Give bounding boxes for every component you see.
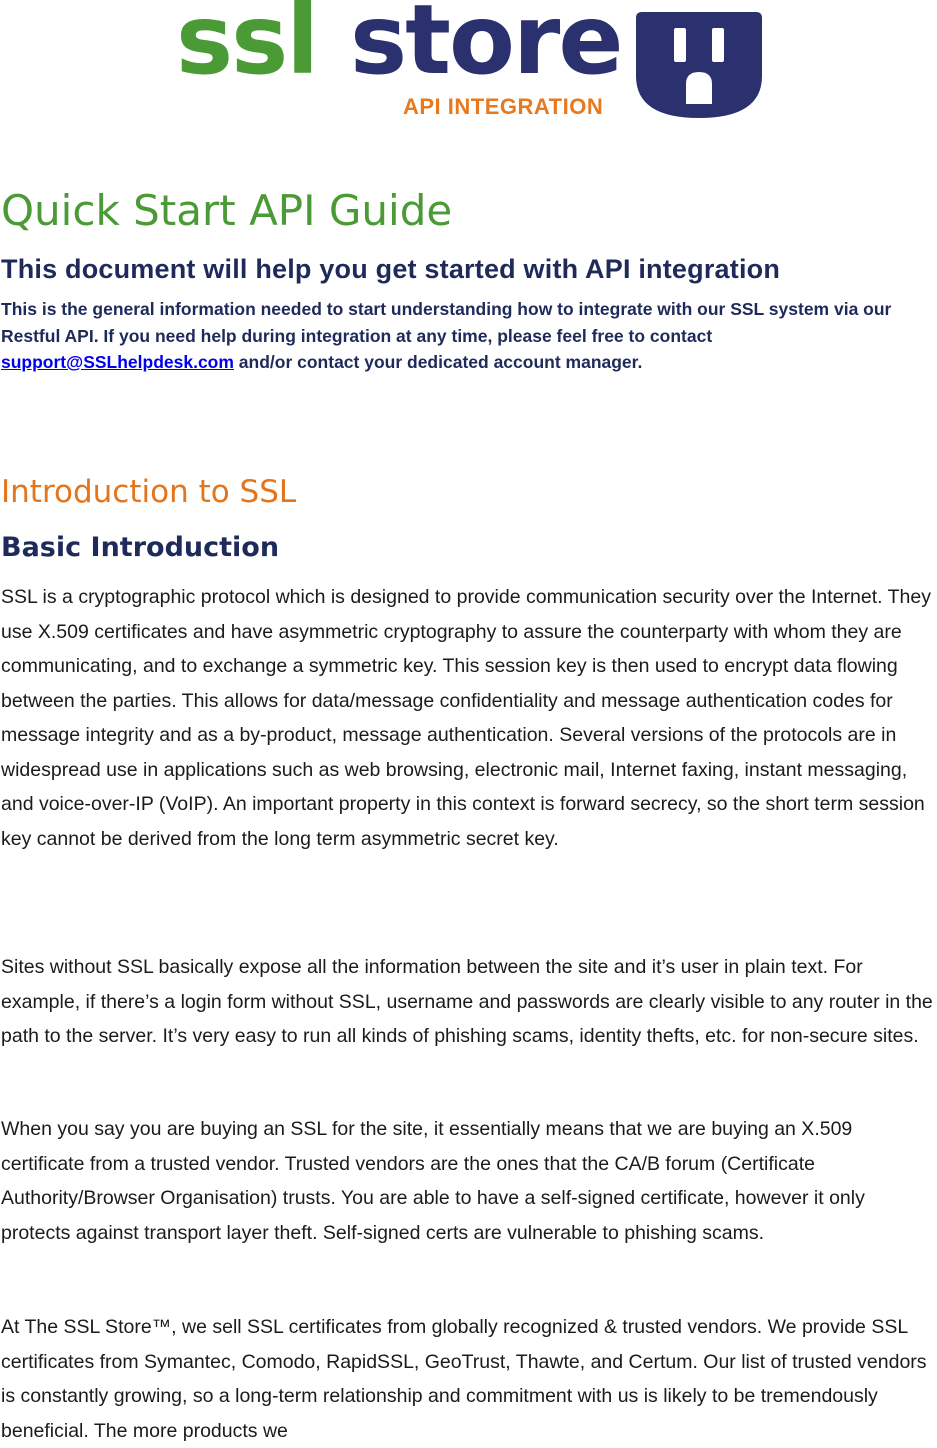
support-email-link[interactable]: support@SSLhelpdesk.com bbox=[1, 352, 234, 372]
intro-paragraph bbox=[1, 296, 936, 376]
logo-ssl-text: ssl bbox=[176, 0, 318, 96]
body-paragraph: When you say you are buying an SSL for the site, it essentially means that we are buying an X.509 certificate from a trusted vendor. Trusted vendors are the ones that the CA/B forum (Certificate Authority/Browser Organisation) trusts. You are able to have a self-signed certificate, however it only protects against transport layer theft. Self-signed certs are vulnerable to phishing scams. bbox=[1, 1118, 865, 1244]
logo-store-text: store bbox=[350, 0, 622, 96]
padlock-plug-icon bbox=[634, 6, 764, 122]
intro-text-before: This is the general information needed to start understanding how to integrate with our SSL system via our Restful API. If you need help during integration at any time, please feel free to contact bbox=[1, 299, 892, 346]
body-paragraph: At The SSL Store™, we sell SSL certificates from globally recognized & trusted vendors. We provide SSL certificates from Symantec, Comodo, RapidSSL, GeoTrust, Thawte, and Certum. Our list of trusted vendors is constantly growing, so a long-term relationship and commitment with us is likely to be tremendously beneficial. The more products we bbox=[1, 1316, 927, 1442]
document-title: Quick Start API Guide bbox=[1, 186, 453, 235]
intro-text-after: and/or contact your dedicated account manager. bbox=[233, 352, 643, 372]
subsection-heading: Basic Introduction bbox=[1, 532, 280, 563]
body-paragraph: SSL is a cryptographic protocol which is designed to provide communication security over the Internet. They use X.509 certificates and have asymmetric cryptography to assure the counterparty with whom they are communicating, and to exchange a symmetric key. This session key is then used to encrypt data flowing between the parties. This allows for data/message confidentiality and message authentication codes for message integrity and as a by-product, message authentication. Several versions of the protocols are in widespread use in applications such as web browsing, electronic mail, Internet faxing, instant messaging, and voice-over-IP (VoIP). An important property in this context is forward secrecy, so the short term session key cannot be derived from the long term asymmetric secret key. bbox=[1, 586, 931, 850]
body-paragraph: Sites without SSL basically expose all the information between the site and it’s user in plain text. For example, if there’s a login form without SSL, username and passwords are clearly visible to any router in the path to the server. It’s very easy to run all kinds of phishing scams, identity thefts, etc. for non-secure sites. bbox=[1, 956, 933, 1047]
document-subtitle: This document will help you get started with API integration bbox=[1, 254, 781, 284]
sslstore-logo bbox=[0, 0, 937, 130]
logo-api-integration-text: API INTEGRATION bbox=[403, 94, 604, 119]
section-heading: Introduction to SSL bbox=[1, 474, 297, 510]
